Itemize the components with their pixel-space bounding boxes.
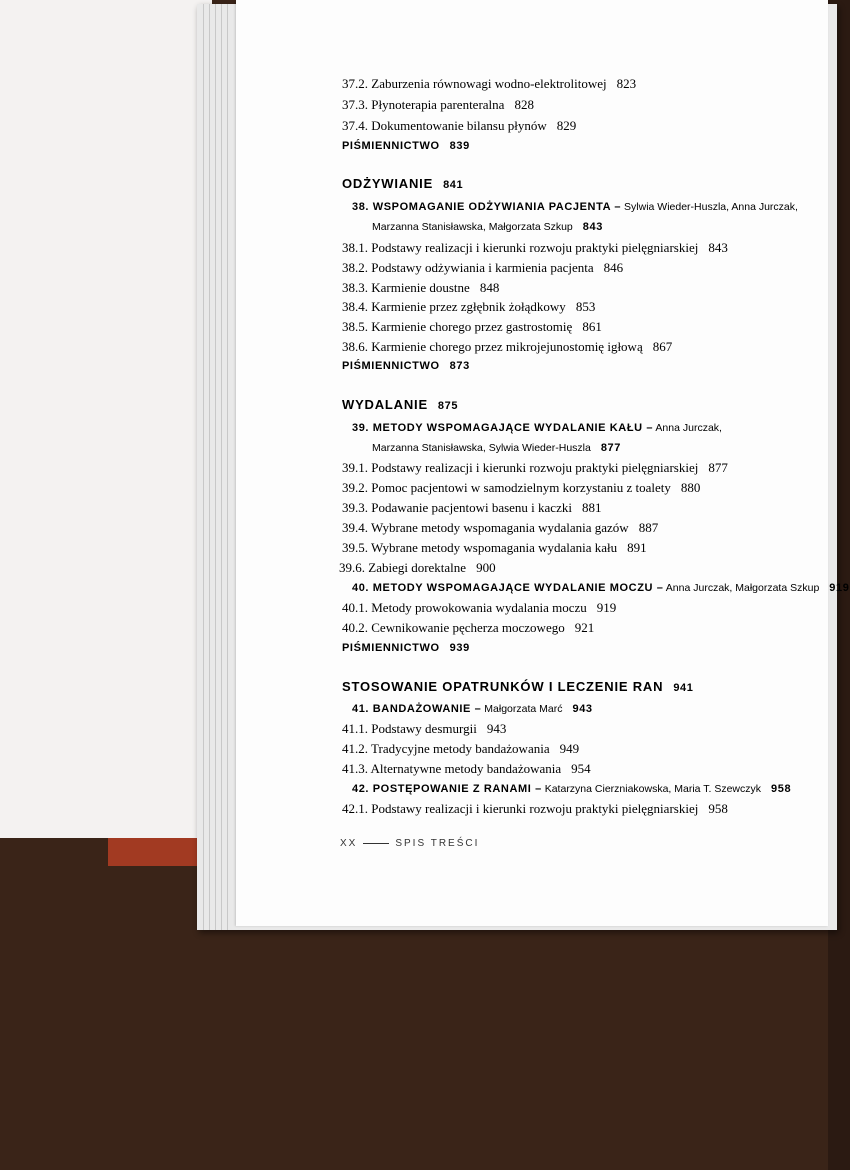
background-sheet (0, 0, 212, 838)
toc-entry-page-number: 873 (449, 360, 470, 372)
toc-entry-title: 38.6. Karmienie chorego przez mikrojejunostomię igłową (342, 339, 643, 354)
toc-entry-page-number: 823 (616, 76, 637, 91)
toc-entry-page-number: 958 (708, 801, 728, 816)
toc-entry-page-number: 919 (829, 582, 850, 594)
toc-sub-line (342, 339, 672, 355)
toc-sub-line (342, 721, 506, 737)
toc-entry-title: PIŚMIENNICTWO (342, 642, 440, 654)
toc-chapter-line (352, 199, 798, 213)
toc-sub-line (342, 600, 616, 616)
toc-entry-page-number: 891 (627, 540, 647, 555)
toc-entry-page-number: 881 (581, 500, 602, 515)
toc-entry-title: 40.1. Metody prowokowania wydalania moczu (342, 600, 587, 615)
toc-ref-line (342, 138, 470, 152)
toc-entry-page-number: 954 (571, 761, 591, 776)
toc-entry-page-number: 843 (708, 240, 728, 255)
toc-entry-title: 42.1. Podstawy realizacji i kierunki rozwoju praktyki pielęgniarskiej (342, 801, 699, 816)
toc-entry-author: Sylwia Wieder-Huszla, Anna Jurczak, (621, 201, 798, 213)
toc-author-line (372, 440, 621, 454)
toc-entry-page-number: 877 (708, 460, 728, 475)
toc-sub-line (342, 460, 728, 476)
toc-entry-author: Małgorzata Marć (481, 703, 563, 715)
toc-entry-author: Anna Jurczak, Małgorzata Szkup (663, 582, 820, 594)
toc-sub-line (342, 280, 499, 296)
toc-entry-title: 38.2. Podstawy odżywiania i karmienia pacjenta (342, 260, 594, 275)
toc-sub-line (342, 801, 728, 817)
toc-entry-author: Anna Jurczak, (653, 422, 722, 434)
toc-entry-title: 40. METODY WSPOMAGAJĄCE WYDALANIE MOCZU – (352, 582, 664, 594)
toc-chapter-line (352, 701, 593, 715)
toc-entry-title: 41. BANDAŻOWANIE – (352, 703, 482, 715)
toc-entry-title: Marzanna Stanisławska, Małgorzata Szkup (372, 221, 573, 233)
toc-entry-page-number: 875 (437, 400, 459, 412)
toc-entry-page-number: 877 (600, 442, 621, 454)
toc-chapter-line (352, 420, 722, 434)
toc-entry-title: 39.1. Podstawy realizacji i kierunki rozwoju praktyki pielęgniarskiej (342, 460, 699, 475)
toc-author-line (372, 219, 603, 233)
toc-entry-title: WYDALANIE (342, 397, 428, 412)
toc-entry-page-number: 829 (556, 118, 577, 133)
toc-entry-page-number: 828 (514, 97, 534, 112)
toc-entry-page-number: 846 (603, 260, 624, 275)
toc-entry-title: 38. WSPOMAGANIE ODŻYWIANIA PACJENTA – (352, 201, 622, 213)
toc-entry-page-number: 887 (638, 520, 659, 535)
toc-entry-title: 39.4. Wybrane metody wspomagania wydalania gazów (342, 520, 629, 535)
toc-sub-line (342, 118, 576, 134)
background-book-spine (108, 838, 210, 866)
toc-entry-title: 42. POSTĘPOWANIE Z RANAMI – (352, 783, 542, 795)
toc-entry-title: 41.3. Alternatywne metody bandażowania (342, 761, 562, 776)
toc-entry-title: 37.3. Płynoterapia parenteralna (342, 97, 505, 112)
toc-entry-page-number: 919 (596, 600, 617, 615)
toc-entry-title: 38.4. Karmienie przez zgłębnik żołądkowy (342, 299, 566, 314)
toc-entry-page-number: 861 (582, 319, 602, 334)
toc-entry-page-number: 839 (449, 140, 470, 152)
toc-sub-line (342, 299, 595, 315)
toc-sub-line (342, 620, 594, 636)
toc-entry-page-number: 843 (582, 221, 603, 233)
toc-sub-line (342, 319, 602, 335)
toc-sub-line (342, 76, 636, 92)
toc-entry-title: ODŻYWIANIE (342, 176, 434, 191)
toc-chapter-line (352, 781, 791, 795)
toc-entry-page-number: 949 (559, 741, 580, 756)
toc-entry-title: 38.1. Podstawy realizacji i kierunki rozwoju praktyki pielęgniarskiej (342, 240, 699, 255)
toc-entry-title: 39.2. Pomoc pacjentowi w samodzielnym korzystaniu z toalety (342, 480, 671, 495)
toc-entry-page-number: 848 (479, 280, 500, 295)
toc-entry-page-number: 853 (575, 299, 596, 314)
toc-entry-title: 37.2. Zaburzenia równowagi wodno-elektrolitowej (342, 76, 607, 91)
toc-entry-page-number: 921 (574, 620, 595, 635)
toc-sub-line (342, 741, 579, 757)
toc-part-line (342, 679, 693, 694)
toc-entry-title: STOSOWANIE OPATRUNKÓW I LECZENIE RAN (342, 679, 664, 694)
toc-entry-page-number: 939 (449, 642, 470, 654)
toc-sub-line (342, 500, 601, 516)
toc-sub-line (342, 520, 658, 536)
toc-entry-author: Katarzyna Cierzniakowska, Maria T. Szewczyk (541, 783, 762, 795)
footer-page-label: XX (340, 838, 358, 849)
footer-dash (363, 843, 389, 844)
toc-sub-line (342, 260, 623, 276)
toc-entry-page-number: 880 (680, 480, 701, 495)
toc-entry-title: 38.3. Karmienie doustne (342, 280, 470, 295)
toc-entry-page-number: 958 (771, 783, 792, 795)
toc-entry-page-number: 943 (572, 703, 593, 715)
toc-entry-page-number: 867 (652, 339, 673, 354)
toc-entry-title: PIŚMIENNICTWO (342, 140, 440, 152)
toc-chapter-line (352, 580, 849, 594)
toc-sub-line (342, 540, 647, 556)
toc-entry-title: PIŚMIENNICTWO (342, 360, 440, 372)
toc-sub-line (339, 560, 496, 576)
toc-entry-title: 39.3. Podawanie pacjentowi basenu i kaczki (342, 500, 572, 515)
toc-entry-page-number: 941 (673, 682, 694, 694)
toc-entry-title: 40.2. Cewnikowanie pęcherza moczowego (342, 620, 565, 635)
toc-ref-line (342, 640, 470, 654)
page-footer (340, 838, 479, 849)
toc-part-line (342, 397, 458, 412)
footer-section: SPIS TREŚCI (395, 838, 480, 849)
toc-entry-page-number: 943 (486, 721, 507, 736)
toc-ref-line (342, 358, 470, 372)
toc-sub-line (342, 480, 700, 496)
toc-entry-title: Marzanna Stanisławska, Sylwia Wieder-Huszla (372, 442, 591, 454)
toc-entry-title: 39.6. Zabiegi dorektalne (339, 560, 467, 575)
toc-entry-title: 41.2. Tradycyjne metody bandażowania (342, 741, 550, 756)
toc-sub-line (342, 240, 728, 256)
toc-entry-title: 39.5. Wybrane metody wspomagania wydalania kału (342, 540, 618, 555)
toc-entry-title: 38.5. Karmienie chorego przez gastrostomię (342, 319, 573, 334)
toc-entry-title: 37.4. Dokumentowanie bilansu płynów (342, 118, 547, 133)
toc-entry-page-number: 841 (443, 179, 464, 191)
toc-entry-title: 41.1. Podstawy desmurgii (342, 721, 477, 736)
toc-sub-line (342, 97, 534, 113)
toc-part-line (342, 176, 463, 191)
toc-entry-title: 39. METODY WSPOMAGAJĄCE WYDALANIE KAŁU – (352, 422, 654, 434)
toc-entry-page-number: 900 (476, 560, 496, 575)
toc-sub-line (342, 761, 591, 777)
